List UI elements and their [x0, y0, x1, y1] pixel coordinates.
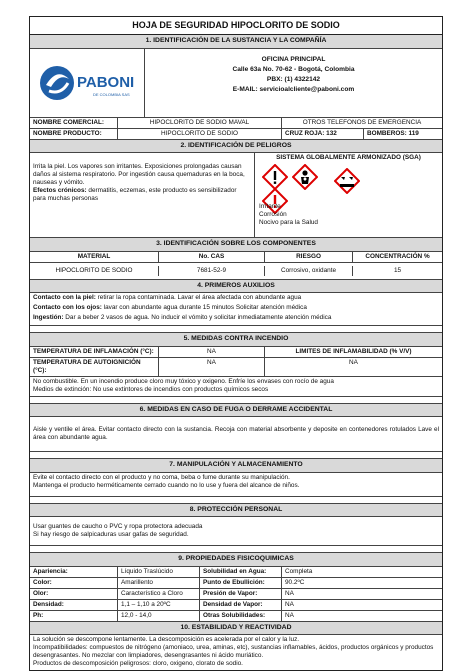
- property-row: [30, 611, 442, 622]
- property-label: Densidad de Vapor:: [200, 600, 282, 610]
- section-5-header: 5. MEDIDAS CONTRA INCENDIO: [30, 332, 442, 346]
- property-row: [30, 567, 442, 578]
- document-title: HOJA DE SEGURIDAD HIPOCLORITO DE SODIO: [30, 17, 442, 35]
- stability-block: [30, 635, 442, 670]
- protection-line-1: Usar guantes de caucho o PVC y ropa protectora adecuada: [33, 523, 203, 531]
- flammability-value: NA: [349, 358, 358, 366]
- sga-block: [255, 153, 442, 237]
- first-aid-skin-text: retirar la ropa contaminada. Lavar el área afectada con abundante agua: [95, 294, 302, 302]
- flammability-label: LIMITES DE INFLAMABILIDAD (% V/V): [295, 347, 412, 355]
- corrosion-icon: [334, 168, 360, 194]
- autoignition-value: NA: [159, 358, 265, 376]
- property-value: Completa: [285, 567, 313, 575]
- property-label: Ph:: [30, 611, 118, 621]
- property-label: Apariencia:: [30, 567, 118, 577]
- sga-item-irritante: Irritante: [259, 203, 281, 211]
- protection-block: [30, 517, 442, 546]
- flash-point-value: NA: [159, 347, 265, 357]
- stability-line-1: La solución se descompone lentamente. La descomposición es acelerada por el calor y la luz.: [33, 636, 300, 644]
- stability-line-2: Incompatibilidades: compuestos de nitrógeno (amoniaco, urea, aminas, etc), sustancias inflamables, ácidos, productos orgánicos y productos desengrasantes. No mezclar con limpiadores, desengrasantes ni ácido muriático.: [33, 644, 434, 660]
- property-label: Punto de Ebullición:: [200, 578, 282, 588]
- first-aid-eyes-text: lavar con abundante agua durante 15 minutos Solicitar atención médica: [101, 304, 307, 312]
- exclamation-icon: [262, 164, 288, 190]
- section-8-header: 8. PROTECCIÓN PERSONAL: [30, 503, 442, 517]
- property-label: Olor:: [30, 589, 118, 599]
- first-aid-ingestion-label: Ingestión:: [33, 314, 64, 322]
- section-1-header: 1. IDENTIFICACIÓN DE LA SUSTANCIA Y LA COMPAÑÍA: [30, 35, 442, 48]
- cruz-roja-phone: CRUZ ROJA: 132: [282, 129, 364, 139]
- first-aid-block: [30, 293, 442, 326]
- svg-text:DE COLOMBIA SAS: DE COLOMBIA SAS: [93, 91, 130, 97]
- spill-text: Aisle y ventile el área. Evitar contacto directo con la sustancia. Recoja con material absorbente y deposite en contenedores rotulados Lave el área con abundante agua.: [30, 417, 442, 452]
- property-label: Presión de Vapor:: [200, 589, 282, 599]
- sga-item-nocivo: Nocivo para la Salud: [259, 219, 318, 227]
- product-name-label: NOMBRE PRODUCTO:: [30, 129, 118, 139]
- chronic-effects-text: dermatitis, eczemas, este producto es sensibilizador para muchas personas: [33, 187, 237, 203]
- first-aid-ingestion-text: Dar a beber 2 vasos de agua. No inducir el vómito y solicitar inmediatamente atención médica: [63, 314, 332, 322]
- office-info: [145, 49, 442, 117]
- first-aid-eyes: [30, 303, 442, 313]
- office-address: Calle 63a No. 70-62 - Bogotá, Colombia: [232, 65, 355, 73]
- health-hazard-icon: [292, 164, 318, 190]
- col-material: MATERIAL: [30, 252, 159, 262]
- hazards-description: [30, 153, 255, 237]
- property-value: NA: [285, 589, 294, 597]
- paboni-logo-icon: [37, 61, 137, 105]
- section-6-header: 6. MEDIDAS EN CASO DE FUGA O DERRAME ACCIDENTAL: [30, 403, 442, 417]
- protection-line-2: Si hay riesgo de salpicaduras usar gafas de seguridad.: [33, 531, 189, 539]
- property-row: [30, 578, 442, 589]
- svg-text:PABONI: PABONI: [77, 73, 135, 91]
- first-aid-skin-label: Contacto con la piel:: [33, 294, 96, 302]
- commercial-name-row: [30, 118, 442, 129]
- first-aid-eyes-label: Contacto con los ojos:: [33, 304, 102, 312]
- first-aid-skin: [30, 293, 442, 303]
- safety-data-sheet: [29, 16, 443, 671]
- flash-point-row: [30, 347, 442, 358]
- product-name-value: HIPOCLORITO DE SODIO: [118, 129, 282, 139]
- hazards-block: [30, 153, 442, 238]
- company-block: [30, 49, 442, 118]
- chronic-effects: [33, 187, 251, 203]
- company-logo: [30, 49, 145, 117]
- section-2-header: 2. IDENTIFICACIÓN DE PELIGROS: [30, 140, 442, 153]
- sga-items: [259, 203, 318, 227]
- first-aid-ingestion: [30, 313, 442, 325]
- handling-block: [30, 473, 442, 497]
- section-3-header: 3. IDENTIFICACIÓN SOBRE LOS COMPONENTES: [30, 238, 442, 251]
- chronic-effects-label: Efectos crónicos:: [33, 187, 87, 195]
- fire-note-1: No combustible. En un incendio produce cloro muy tóxico y oxigeno. Enfríe los envases con rocío de agua: [33, 377, 334, 385]
- riesgo-value: Corrosivo, oxidante: [265, 266, 353, 276]
- section-9-header: 9. PROPIEDADES FISICOQUIMICAS: [30, 552, 442, 566]
- product-name-row: [30, 129, 442, 140]
- property-row: [30, 589, 442, 600]
- property-value: 90.2ºC: [285, 578, 305, 586]
- concentracion-value: 15: [393, 266, 402, 274]
- section-10-header: 10. ESTABILIDAD Y REACTIVIDAD: [30, 622, 442, 635]
- sga-title: SISTEMA GLOBALMENTE ARMONIZADO (SGA): [276, 154, 421, 162]
- components-header-row: [30, 252, 442, 263]
- bomberos-phone: BOMBEROS: 119: [367, 129, 419, 137]
- section-7-header: 7. MANIPULACIÓN Y ALMACENAMIENTO: [30, 458, 442, 472]
- col-cas: No. CAS: [159, 252, 265, 262]
- hazards-text: Irrita la piel. Los vapores son irritantes. Exposiciones prolongadas causan daños al sistema respiratorio. Por ingestión causa quemaduras en la boca, nauseas y vómito.: [33, 163, 245, 187]
- sga-item-corrosion: Corrosión: [259, 211, 287, 219]
- office-title: OFICINA PRINCIPAL: [261, 55, 326, 63]
- property-value: 12,0 - 14,0: [118, 611, 200, 621]
- components-row: [30, 263, 442, 280]
- stability-line-3: Productos de descomposición peligrosos: cloro, oxigeno, clorato de sodio.: [33, 660, 243, 668]
- commercial-name-label: NOMBRE COMERCIAL:: [30, 118, 118, 128]
- property-value: NA: [285, 611, 294, 619]
- property-label: Solubilidad en Agua:: [200, 567, 282, 577]
- property-value: NA: [285, 600, 294, 608]
- sga-pictograms-top: [262, 164, 318, 190]
- emergency-phones-label: OTROS TELEFONOS DE EMERGENCIA: [302, 118, 422, 126]
- col-concentracion: CONCENTRACIÓN %: [365, 252, 430, 260]
- property-value: Amarillento: [118, 578, 200, 588]
- office-pbx: PBX: (1) 4322142: [266, 76, 321, 84]
- office-email[interactable]: E-MAIL: servicioalcliente@paboni.com: [232, 86, 355, 94]
- commercial-name-value: HIPOCLORITO DE SODIO MAVAL: [118, 118, 282, 128]
- handling-line-2: Mantenga el producto herméticamente cerrado cuando no lo use y fuera del alcance de niños.: [33, 481, 300, 489]
- autoignition-row: [30, 358, 442, 377]
- property-value: Líquido Traslúcido: [118, 567, 200, 577]
- handling-line-1: Evite el contacto directo con el producto y no coma, beba o fume durante su manipulación.: [33, 473, 290, 481]
- property-value: Característico a Cloro: [118, 589, 200, 599]
- property-row: [30, 600, 442, 611]
- property-value: 1,1 – 1,10 a 20ºC: [118, 600, 200, 610]
- section-4-header: 4. PRIMEROS AUXILIOS: [30, 280, 442, 293]
- material-value: HIPOCLORITO DE SODIO: [30, 266, 159, 276]
- property-label: Otras Solubilidades:: [200, 611, 282, 621]
- col-riesgo: RIESGO: [265, 252, 353, 262]
- property-label: Densidad:: [30, 600, 118, 610]
- fire-note-2: Medios de extinción: No use extintores de incendios con productos químicos secos: [33, 385, 269, 393]
- autoignition-label: TEMPERATURA DE AUTOIGNICIÓN (°C):: [30, 358, 159, 376]
- property-label: Color:: [30, 578, 118, 588]
- flash-point-label: TEMPERATURA DE INFLAMACIÓN (°C):: [30, 347, 159, 357]
- cas-value: 7681-52-9: [159, 266, 265, 276]
- fire-notes: [30, 377, 442, 397]
